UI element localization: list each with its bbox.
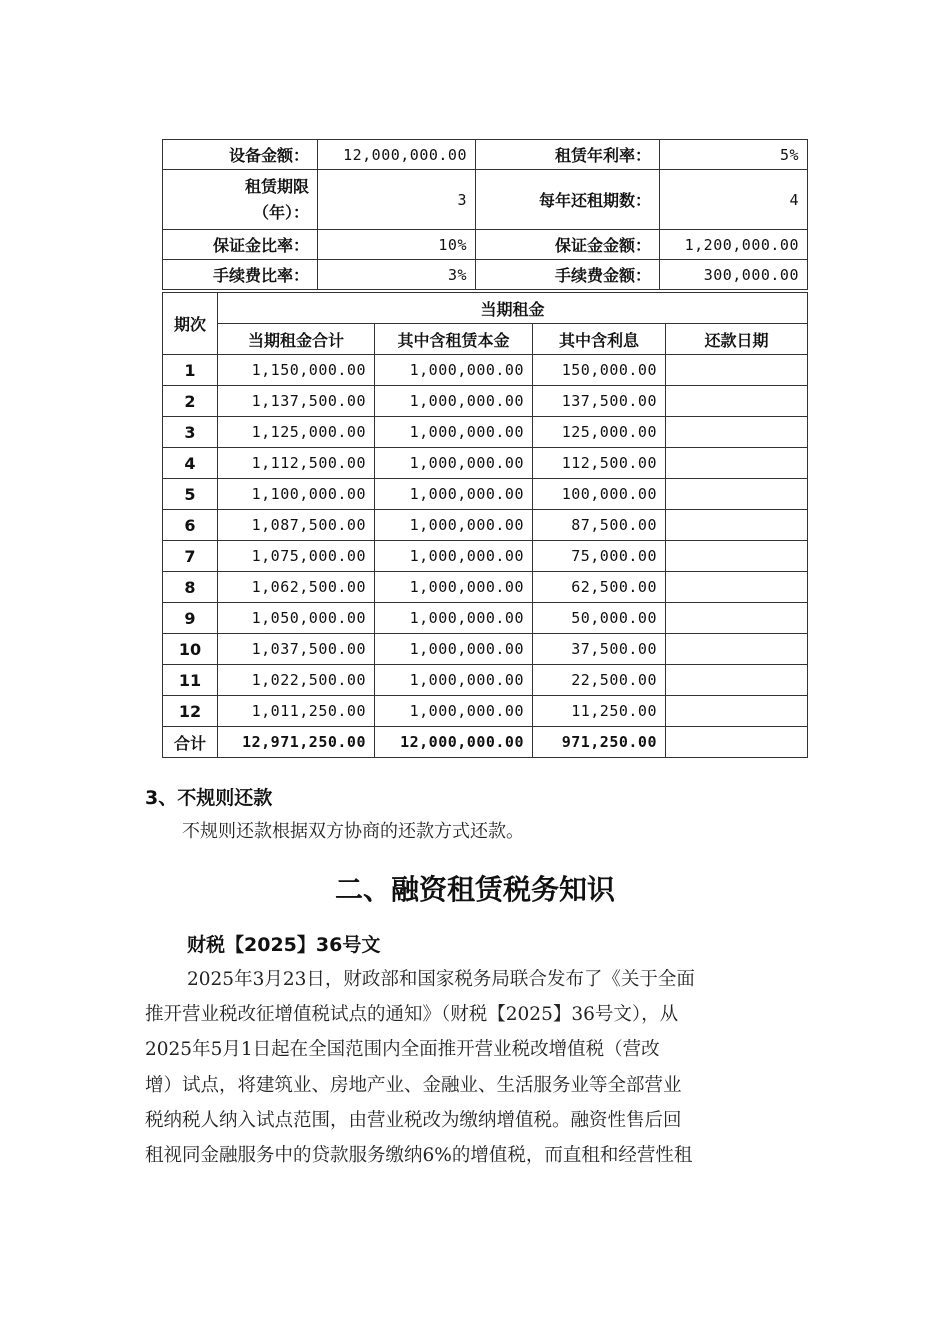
paragraph-line: 推开营业税改征增值税试点的通知》（财税【2025】36号文），从 xyxy=(145,1004,679,1026)
fee-rate-value: 3% xyxy=(318,260,476,290)
repayment-date-header: 还款日期 xyxy=(666,324,808,355)
total-rent-cell: 1,075,000.00 xyxy=(218,541,375,572)
schedule-row xyxy=(163,386,808,417)
paragraph-line: 增）试点，将建筑业、房地产业、金融业、生活服务业等全部营业 xyxy=(145,1074,682,1096)
interest-cell: 137,500.00 xyxy=(533,386,666,417)
period-cell: 3 xyxy=(163,417,218,448)
total-rent-cell: 1,022,500.00 xyxy=(218,665,375,696)
tax-document-subheading: 财税【2025】36号文 xyxy=(187,934,381,956)
principal-cell: 1,000,000.00 xyxy=(375,510,533,541)
schedule-row xyxy=(163,572,808,603)
period-cell: 5 xyxy=(163,479,218,510)
schedule-row xyxy=(163,541,808,572)
repayment-date-cell xyxy=(666,479,808,510)
principal-header: 其中含租赁本金 xyxy=(375,324,533,355)
principal-cell: 1,000,000.00 xyxy=(375,417,533,448)
interest-cell: 75,000.00 xyxy=(533,541,666,572)
sum-interest: 971,250.00 xyxy=(533,727,666,758)
interest-cell: 87,500.00 xyxy=(533,510,666,541)
total-rent-cell: 1,011,250.00 xyxy=(218,696,375,727)
fee-rate-label: 手续费比率： xyxy=(163,260,318,290)
principal-cell: 1,000,000.00 xyxy=(375,541,533,572)
schedule-total-row xyxy=(163,727,808,758)
schedule-row xyxy=(163,417,808,448)
equipment-amount-value: 12,000,000.00 xyxy=(318,140,476,170)
repayment-date-cell xyxy=(666,603,808,634)
principal-cell: 1,000,000.00 xyxy=(375,665,533,696)
fee-amount-label: 手续费金额： xyxy=(476,260,660,290)
total-rent-cell: 1,125,000.00 xyxy=(218,417,375,448)
deposit-amount-label: 保证金金额： xyxy=(476,230,660,260)
tax-paragraph xyxy=(145,962,807,1173)
schedule-row xyxy=(163,355,808,386)
paragraph-line: 税纳税人纳入试点范围，由营业税改为缴纳增值税。融资性售后回 xyxy=(145,1109,682,1131)
params-row xyxy=(163,140,808,170)
lease-term-value: 3 xyxy=(318,170,476,230)
deposit-rate-value: 10% xyxy=(318,230,476,260)
paragraph-line: 租视同金融服务中的贷款服务缴纳6%的增值税，而直租和经营性租 xyxy=(145,1145,693,1167)
schedule-subheader-row xyxy=(163,324,808,355)
equipment-amount-label: 设备金额： xyxy=(163,140,318,170)
interest-cell: 112,500.00 xyxy=(533,448,666,479)
principal-cell: 1,000,000.00 xyxy=(375,572,533,603)
period-cell: 10 xyxy=(163,634,218,665)
schedule-row xyxy=(163,634,808,665)
total-rent-cell: 1,112,500.00 xyxy=(218,448,375,479)
interest-cell: 62,500.00 xyxy=(533,572,666,603)
principal-cell: 1,000,000.00 xyxy=(375,634,533,665)
total-rent-cell: 1,050,000.00 xyxy=(218,603,375,634)
principal-cell: 1,000,000.00 xyxy=(375,696,533,727)
period-cell: 11 xyxy=(163,665,218,696)
sum-principal: 12,000,000.00 xyxy=(375,727,533,758)
schedule-body xyxy=(163,355,808,727)
total-rent-cell: 1,100,000.00 xyxy=(218,479,375,510)
total-rent-cell: 1,087,500.00 xyxy=(218,510,375,541)
repayment-date-cell xyxy=(666,417,808,448)
schedule-header-row xyxy=(163,293,808,324)
params-row xyxy=(163,230,808,260)
annual-rate-label: 租赁年利率： xyxy=(476,140,660,170)
lease-parameters-table xyxy=(162,139,808,290)
paragraph-line: 2025年5月1日起在全国范围内全面推开营业税改增值税（营改 xyxy=(145,1039,660,1061)
periods-per-year-label: 每年还租期数： xyxy=(476,170,660,230)
section-3-heading: 3、不规则还款 xyxy=(145,787,273,809)
interest-cell: 150,000.00 xyxy=(533,355,666,386)
repayment-date-cell xyxy=(666,696,808,727)
repayment-date-cell xyxy=(666,355,808,386)
interest-header: 其中含利息 xyxy=(533,324,666,355)
lease-term-label xyxy=(163,170,318,230)
period-cell: 6 xyxy=(163,510,218,541)
period-header: 期次 xyxy=(163,293,218,355)
repayment-date-cell xyxy=(666,448,808,479)
current-rent-group-header: 当期租金 xyxy=(218,293,808,324)
period-cell: 12 xyxy=(163,696,218,727)
schedule-row xyxy=(163,479,808,510)
lease-term-label-line1: 租赁期限 xyxy=(244,176,309,196)
fee-amount-value: 300,000.00 xyxy=(660,260,808,290)
params-row xyxy=(163,170,808,230)
period-cell: 7 xyxy=(163,541,218,572)
schedule-row xyxy=(163,448,808,479)
rent-schedule-table xyxy=(162,292,808,758)
period-cell: 2 xyxy=(163,386,218,417)
schedule-row xyxy=(163,696,808,727)
period-cell: 8 xyxy=(163,572,218,603)
repayment-date-cell xyxy=(666,510,808,541)
principal-cell: 1,000,000.00 xyxy=(375,448,533,479)
repayment-date-cell xyxy=(666,541,808,572)
total-rent-cell: 1,037,500.00 xyxy=(218,634,375,665)
schedule-row xyxy=(163,510,808,541)
paragraph-line: 2025年3月23日，财政部和国家税务局联合发布了《关于全面 xyxy=(187,969,695,990)
interest-cell: 50,000.00 xyxy=(533,603,666,634)
interest-cell: 100,000.00 xyxy=(533,479,666,510)
repayment-date-cell xyxy=(666,572,808,603)
total-rent-cell: 1,062,500.00 xyxy=(218,572,375,603)
periods-per-year-value: 4 xyxy=(660,170,808,230)
section-3-text: 不规则还款根据双方协商的还款方式还款。 xyxy=(182,821,524,842)
period-cell: 1 xyxy=(163,355,218,386)
principal-cell: 1,000,000.00 xyxy=(375,355,533,386)
principal-cell: 1,000,000.00 xyxy=(375,479,533,510)
sum-total-rent: 12,971,250.00 xyxy=(218,727,375,758)
lease-term-label-line2: （年）： xyxy=(252,202,309,222)
interest-cell: 125,000.00 xyxy=(533,417,666,448)
total-rent-cell: 1,137,500.00 xyxy=(218,386,375,417)
annual-rate-value: 5% xyxy=(660,140,808,170)
total-rent-header: 当期租金合计 xyxy=(218,324,375,355)
repayment-date-cell xyxy=(666,386,808,417)
schedule-row xyxy=(163,603,808,634)
period-cell: 9 xyxy=(163,603,218,634)
sum-label: 合计 xyxy=(163,727,218,758)
principal-cell: 1,000,000.00 xyxy=(375,603,533,634)
period-cell: 4 xyxy=(163,448,218,479)
deposit-amount-value: 1,200,000.00 xyxy=(660,230,808,260)
interest-cell: 11,250.00 xyxy=(533,696,666,727)
interest-cell: 37,500.00 xyxy=(533,634,666,665)
total-rent-cell: 1,150,000.00 xyxy=(218,355,375,386)
sum-date xyxy=(666,727,808,758)
tax-section-heading: 二、融资租赁税务知识 xyxy=(334,873,615,906)
schedule-row xyxy=(163,665,808,696)
principal-cell: 1,000,000.00 xyxy=(375,386,533,417)
params-row xyxy=(163,260,808,290)
repayment-date-cell xyxy=(666,634,808,665)
deposit-rate-label: 保证金比率： xyxy=(163,230,318,260)
interest-cell: 22,500.00 xyxy=(533,665,666,696)
repayment-date-cell xyxy=(666,665,808,696)
